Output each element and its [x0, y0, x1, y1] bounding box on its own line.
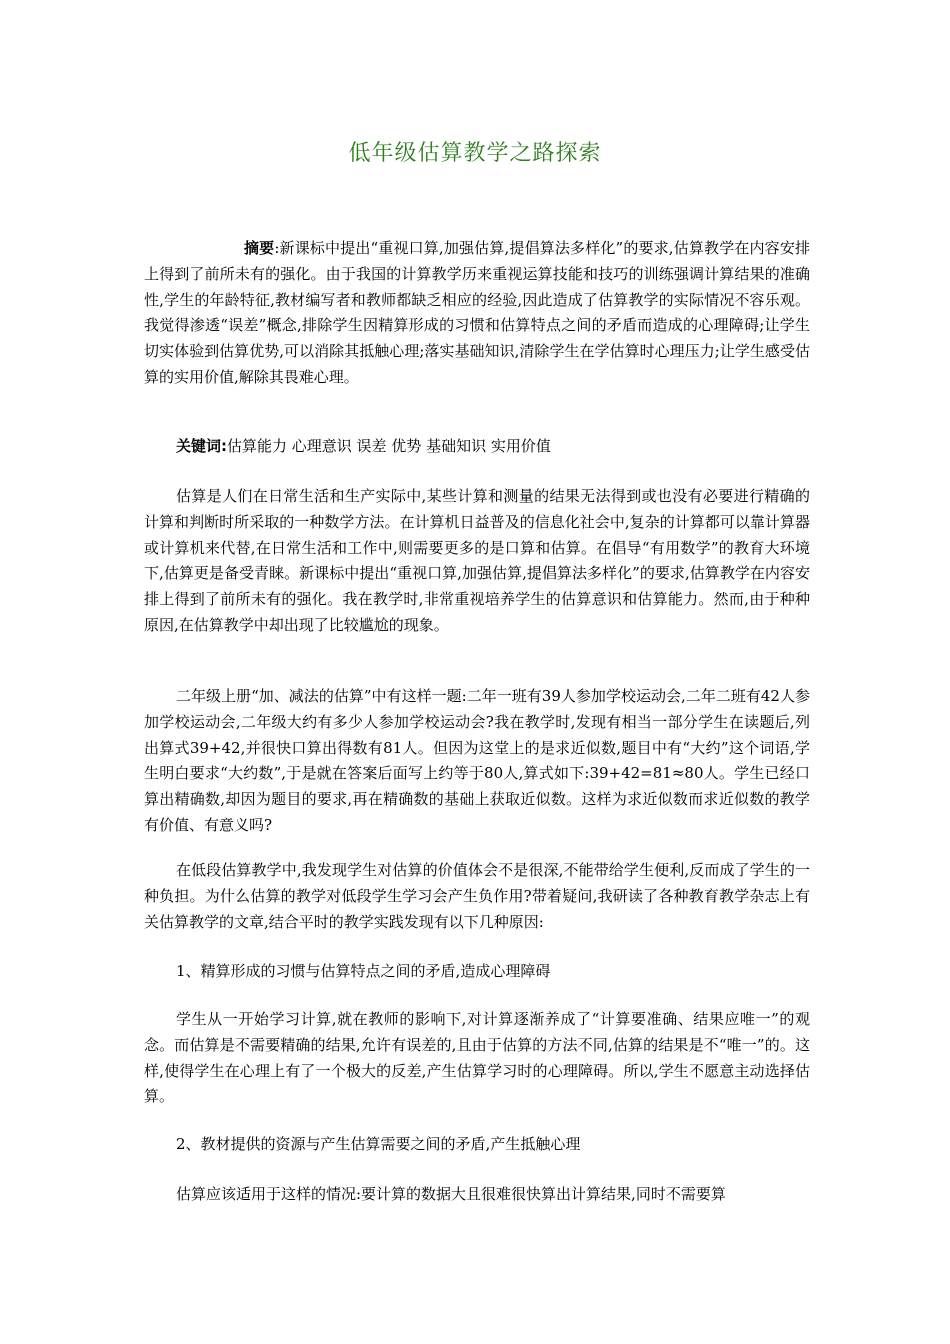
section-heading: 2、教材提供的资源与产生估算需要之间的矛盾,产生抵触心理 [176, 1135, 581, 1153]
abstract-label: 摘要 [244, 239, 275, 257]
keywords-paragraph [144, 434, 810, 460]
body-paragraph: 二年级上册“加、减法的估算”中有这样一题:二年一班有39人参加学校运动会,二年二班有42人参加学校运动会,二年级大约有多少人参加学校运动会?我在教学时,发现有相当一部分学生在读题后,列出算式39+42,并很快口算出得数有81人。但因为这堂上的是求近似数,题目中有“大约”这个词语,学生明白要求“大约数”,于是就在答案后面写上约等于80人,算式如下:39+42=81≈80人。学生已经口算出精确数,却因为题目的要求,再在精确数的基础上获取近似数。这样为求近似数而求近似数的教学有价值、有意义吗? [144, 687, 810, 834]
body-paragraph: 在低段估算教学中,我发现学生对估算的价值体会不是很深,不能带给学生便利,反而成了学生的一种负担。为什么估算的教学对低段学生学习会产生负作用?带着疑问,我研读了各种教育教学杂志上有关估算教学的文章,结合平时的教学实践发现有以下几种原因: [144, 861, 810, 931]
body-paragraph: 估算应该适用于这样的情况:要计算的数据大且很难很快算出计算结果,同时不需要算 [176, 1185, 726, 1203]
body-paragraph: 估算是人们在日常生活和生产实际中,某些计算和测量的结果无法得到或也没有必要进行精确的计算和判断时所采取的一种数学方法。在计算机日益普及的信息化社会中,复杂的计算都可以靠计算器或计算机来代替,在日常生活和工作中,则需要更多的是口算和估算。在倡导“有用数学”的教育大环境下,估算更是备受青睐。新课标中提出“重视口算,加强估算,提倡算法多样化”的要求,估算教学在内容安排上得到了前所未有的强化。我在教学时,非常重视培养学生的估算意识和估算能力。然而,由于种种原因,在估算教学中却出现了比较尴尬的现象。 [144, 487, 810, 634]
keywords-label: 关键词: [176, 437, 227, 455]
section-heading: 1、精算形成的习惯与估算特点之间的矛盾,造成心理障碍 [176, 962, 551, 980]
document-title: 低年级估算教学之路探索 [348, 141, 602, 166]
keywords-text: 估算能力 心理意识 误差 优势 基础知识 实用价值 [227, 437, 551, 455]
abstract-text: :新课标中提出“重视口算,加强估算,提倡算法多样化”的要求,估算教学在内容安排上得到了前所未有的强化。由于我国的计算教学历来重视运算技能和技巧的训练强调计算结果的准确性,学生的年龄特征,教材编写者和教师都缺乏相应的经验,因此造成了估算教学的实际情况不容乐观。我觉得渗透“误差”概念,排除学生因精算形成的习惯和估算特点之间的矛盾而造成的心理障碍;让学生切实体验到估算优势,可以消除其抵触心理;落实基础知识,清除学生在学估算时心理压力;让学生感受估算的实用价值,解除其畏难心理。 [144, 239, 810, 386]
body-paragraph: 学生从一开始学习计算,就在教师的影响下,对计算逐渐养成了“计算要准确、结果应唯一”的观念。而估算是不需要精确的结果,允许有误差的,且由于估算的方法不同,估算的结果是不“唯一”的。这样,使得学生在心理上有了一个极大的反差,产生估算学习时的心理障碍。所以,学生不愿意主动选择估算。 [144, 1010, 810, 1106]
abstract-paragraph [144, 236, 810, 391]
